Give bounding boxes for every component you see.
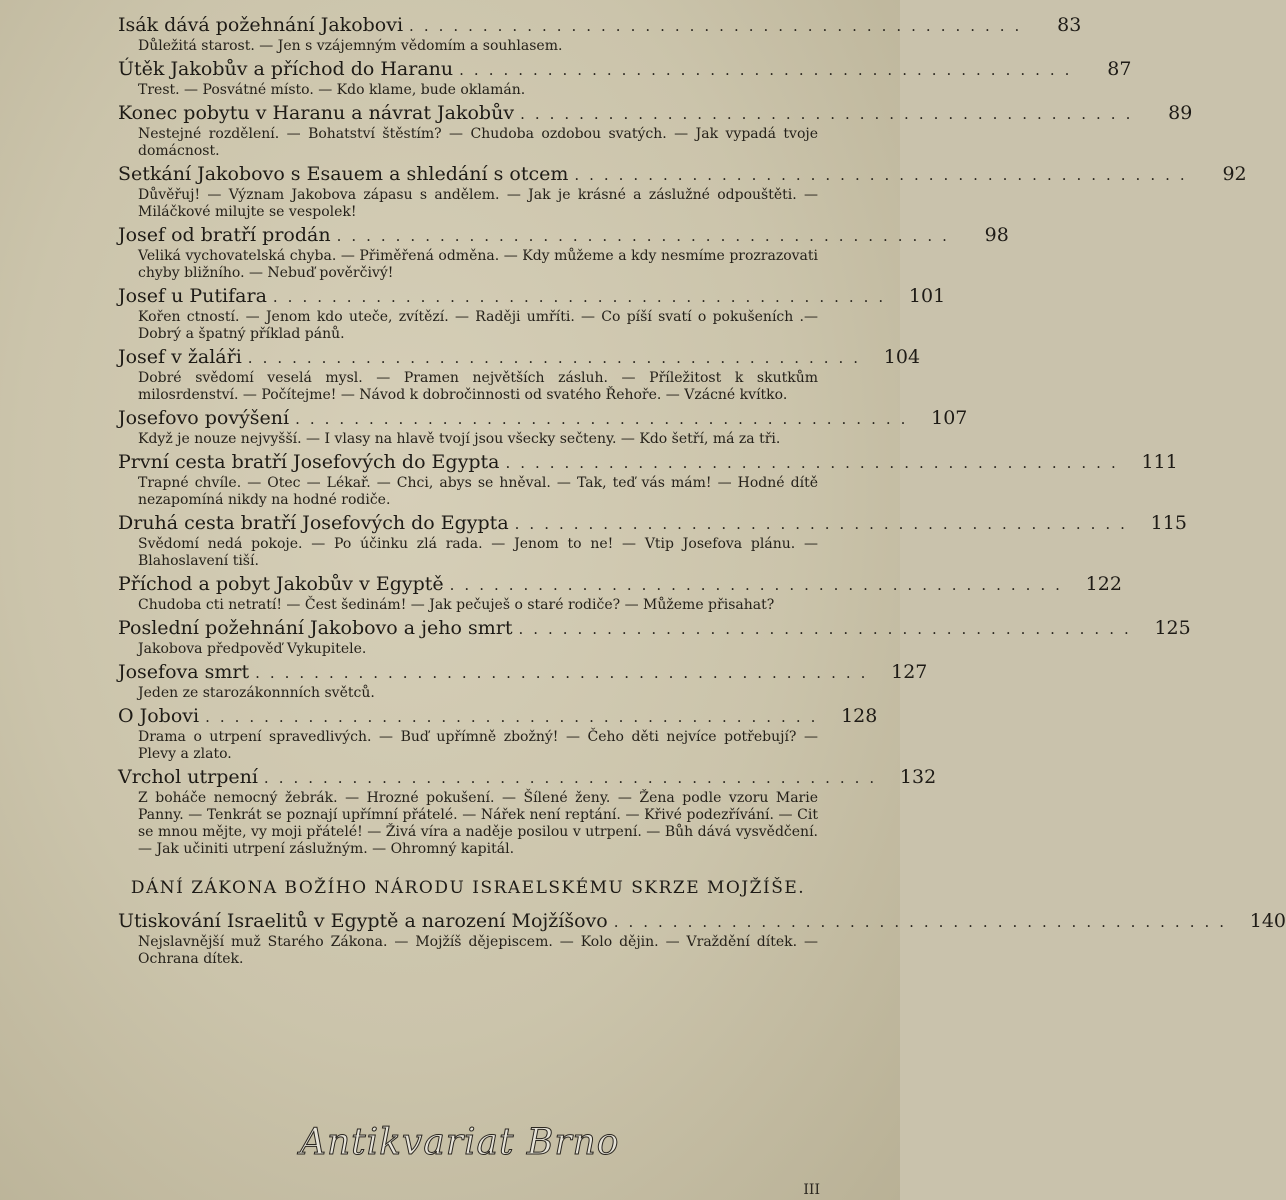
- entry-page: 89: [1168, 102, 1193, 124]
- entry-description: Kořen ctností. — Jenom kdo uteče, zvítězí. — Raději umříti. — Co píší svatí o pokušeních .— Dobrý a špatný příklad pánů.: [138, 309, 818, 342]
- entry-title: Josef u Putifara: [118, 285, 267, 307]
- section-heading: DÁNÍ ZÁKONA BOŽÍHO NÁRODU ISRAELSKÉMU SKRZE MOJŽÍŠE.: [130, 878, 806, 898]
- leader-dots: ..........................................: [514, 515, 1135, 533]
- entry-page: 125: [1154, 617, 1191, 639]
- entry-page: 98: [984, 224, 1009, 246]
- entry-description: Důvěřuj! — Význam Jakobova zápasu s andělem. — Jak je krásné a záslužné odpouštěti. — Miláčkové milujte se vespolek!: [138, 187, 818, 220]
- toc-entry: [118, 163, 1247, 221]
- entry-description: Důležitá starost. — Jen s vzájemným vědomím a souhlasem.: [138, 38, 563, 54]
- table-of-contents: [118, 14, 1286, 971]
- entry-description: Veliká vychovatelská chyba. — Přiměřená odměna. — Kdy můžeme a kdy nesmíme prozrazovati chyby bližního. — Nebuď pověrčivý!: [138, 248, 818, 281]
- entry-description: Z boháče nemocný žebrák. — Hrozné pokušení. — Šílené ženy. — Žena podle vzoru Marie Panny. — Tenkrát se poznají upřímní přátelé. — Nářek není reptání. — Křivé podezřívání. — Cit se mnou mějte, vy moji přátelé! — Živá víra a naděje posilou v utrpení. — Bůh dává vysvědčení. — Jak učiniti utrpení záslužným. — Ohromný kapitál.: [138, 790, 818, 857]
- leader-dots: ..........................................: [272, 288, 894, 306]
- entry-description: Trest. — Posvátné místo. — Kdo klame, bude oklamán.: [138, 82, 526, 98]
- toc-entry: [118, 617, 1191, 658]
- leader-dots: ..........................................: [459, 61, 1080, 79]
- toc-entry: [118, 285, 946, 343]
- toc-entry: [118, 224, 1009, 282]
- toc-entry: [118, 573, 1122, 614]
- entry-title: Isák dává požehnání Jakobovi: [118, 14, 404, 36]
- toc-entry: [118, 407, 968, 448]
- entry-title: Josefovo povýšení: [118, 407, 290, 429]
- entry-page: 140: [1249, 910, 1286, 932]
- entry-description: Svědomí nedá pokoje. — Po účinku zlá rada. — Jenom to ne! — Vtip Josefova plánu. — Blahoslavení tiší.: [138, 536, 818, 569]
- entry-page: 92: [1222, 163, 1247, 185]
- leader-dots: ..........................................: [336, 227, 957, 245]
- entry-title: Druhá cesta bratří Josefových do Egypta: [118, 512, 509, 534]
- entry-title: Útěk Jakobův a příchod do Haranu: [118, 58, 454, 80]
- page-number: III: [803, 1182, 820, 1198]
- entry-page: 104: [883, 346, 921, 368]
- entry-description: Nejslavnější muž Starého Zákona. — Mojžíš dějepiscem. — Kolo dějin. — Vraždění dítek. — Ochrana dítek.: [138, 934, 818, 967]
- toc-entry: [118, 661, 928, 702]
- leader-dots: ..........................................: [205, 708, 826, 726]
- leader-dots: ..........................................: [247, 349, 869, 367]
- entry-page: 128: [841, 705, 878, 727]
- entry-description: Drama o utrpení spravedlivých. — Buď upřímně zbožný! — Čeho děti nejvíce potřebují? — Plevy a zlato.: [138, 729, 818, 762]
- entry-description: Chudoba cti netratí! — Čest šedinám! — Jak pečuješ o staré rodiče? — Můžeme přisahat?: [138, 597, 775, 613]
- toc-entry: [118, 346, 921, 404]
- entry-description: Jakobova předpověď Vykupitele.: [138, 641, 367, 657]
- entry-page: 87: [1107, 58, 1132, 80]
- toc-entry: [118, 512, 1187, 570]
- entry-description: Trapné chvíle. — Otec — Lékař. — Chci, abys se hněval. — Tak, teď vás mám! — Hodné dítě nezapomíná nikdy na hodné rodiče.: [138, 475, 818, 508]
- watermark: Antikvariat Brno: [300, 1122, 620, 1163]
- entry-title: První cesta bratří Josefových do Egypta: [118, 451, 500, 473]
- entry-title: Utiskování Israelitů v Egyptě a narození Mojžíšovo: [118, 910, 608, 932]
- entry-page: 115: [1150, 512, 1187, 534]
- entry-title: Příchod a pobyt Jakobův v Egyptě: [118, 573, 444, 595]
- entry-description: Dobré svědomí veselá mysl. — Pramen největších zásluh. — Příležitost k skutkům milosrdenství. — Počítejme! — Návod k dobročinnosti od svatého Řehoře. — Vzácné kvítko.: [138, 370, 818, 403]
- toc-entry: [118, 102, 1193, 160]
- entry-page: 101: [908, 285, 946, 307]
- leader-dots: ..........................................: [263, 769, 885, 787]
- entry-title: Setkání Jakobovo s Esauem a shledání s otcem: [118, 163, 569, 185]
- leader-dots: ..........................................: [255, 664, 876, 682]
- entry-title: Josefova smrt: [118, 661, 250, 683]
- leader-dots: ..........................................: [295, 410, 916, 428]
- toc-entry: [118, 451, 1178, 509]
- toc-entry: [118, 766, 937, 858]
- entry-title: Konec pobytu v Haranu a návrat Jakobův: [118, 102, 515, 124]
- leader-dots: ..........................................: [409, 17, 1030, 35]
- leader-dots: ..........................................: [505, 454, 1126, 472]
- leader-dots: ..........................................: [520, 105, 1141, 123]
- toc-entry: [118, 910, 1286, 968]
- entry-title: Josef v žaláři: [118, 346, 242, 368]
- toc-entry: [118, 705, 878, 763]
- leader-dots: ..........................................: [574, 166, 1195, 184]
- toc-entry: [118, 58, 1132, 99]
- leader-dots: ..........................................: [613, 913, 1234, 931]
- entry-description: Jeden ze starozákonnních světců.: [138, 685, 375, 701]
- leader-dots: ..........................................: [449, 576, 1070, 594]
- entry-page: 83: [1057, 14, 1082, 36]
- entry-page: 127: [891, 661, 928, 683]
- leader-dots: ..........................................: [518, 620, 1139, 638]
- entry-page: 107: [931, 407, 968, 429]
- entry-description: Když je nouze nejvyšší. — I vlasy na hlavě tvojí jsou všecky sečteny. — Kdo šetří, má za tři.: [138, 431, 781, 447]
- entry-title: Poslední požehnání Jakobovo a jeho smrt: [118, 617, 513, 639]
- entry-page: 122: [1085, 573, 1122, 595]
- entry-title: Josef od bratří prodán: [118, 224, 331, 246]
- entry-page: 132: [899, 766, 937, 788]
- entry-title: Vrchol utrpení: [118, 766, 258, 788]
- entry-page: 111: [1141, 451, 1178, 473]
- entry-description: Nestejné rozdělení. — Bohatství štěstím? — Chudoba ozdobou svatých. — Jak vypadá tvoje domácnost.: [138, 126, 818, 159]
- entry-title: O Jobovi: [118, 705, 200, 727]
- toc-entry: [118, 14, 1082, 55]
